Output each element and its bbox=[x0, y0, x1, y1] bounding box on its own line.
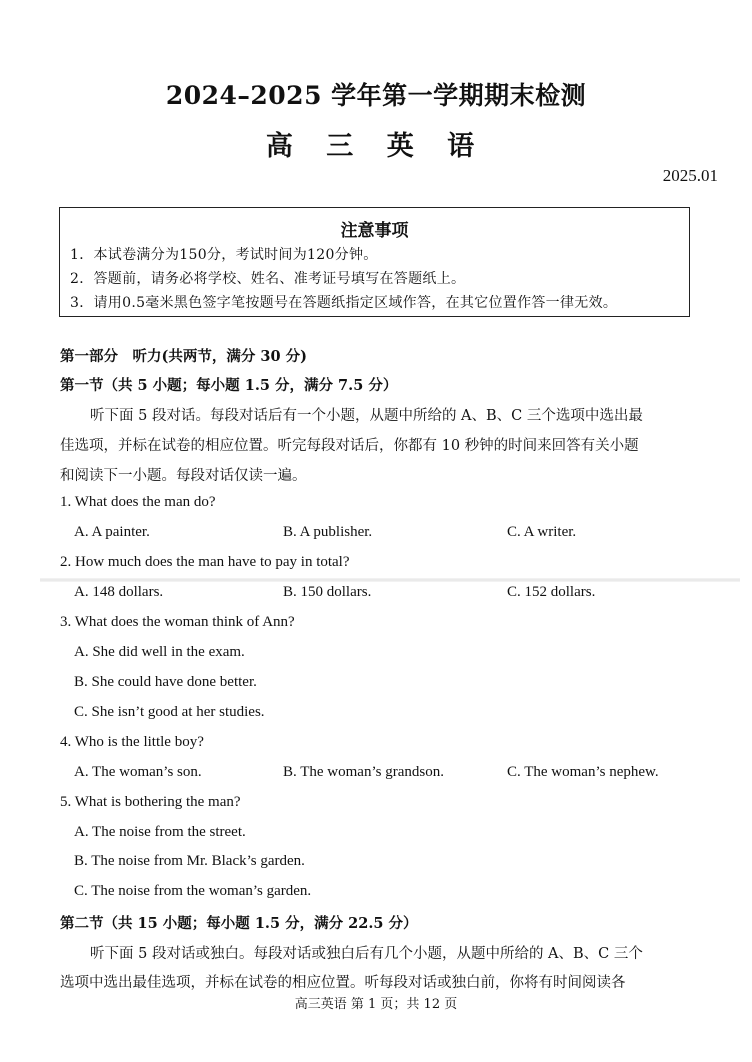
instruction-line: 和阅读下一小题。每段对话仅读一遍。 bbox=[60, 468, 307, 484]
exam-date: 2025.01 bbox=[662, 166, 718, 185]
page-footer: 高三英语 第 1 页；共 12 页 bbox=[294, 997, 458, 1012]
section2-heading: 第二节（共 15 小题；每小题 1.5 分，满分 22.5 分） bbox=[60, 915, 418, 932]
part1-heading: 第一部分 听力(共两节，满分 30 分) bbox=[60, 348, 307, 365]
exam-title: 2024–2025 学年第一学期期末检测 bbox=[165, 81, 587, 110]
option-a: A. The noise from the street. bbox=[74, 824, 246, 840]
question-stem: 4. Who is the little boy? bbox=[60, 734, 204, 750]
notice-item: 1．本试卷满分为150分，考试时间为120分钟。 bbox=[70, 247, 378, 263]
question-stem: 1. What does the man do? bbox=[60, 494, 216, 510]
question-stem: 2. How much does the man have to pay in total? bbox=[60, 554, 350, 570]
option-a: A. 148 dollars. bbox=[74, 584, 164, 600]
notice-box bbox=[59, 207, 690, 317]
exam-subject: 高 三 英 语 bbox=[265, 131, 487, 162]
instruction-line: 听下面 5 段对话。每段对话后有一个小题，从题中所给的 A、B、C 三个选项中选出最 bbox=[90, 408, 643, 424]
section1-heading: 第一节（共 5 小题；每小题 1.5 分，满分 7.5 分） bbox=[60, 377, 398, 394]
option-a: A. The woman’s son. bbox=[74, 764, 202, 780]
instruction-line: 听下面 5 段对话或独白。每段对话或独白后有几个小题，从题中所给的 A、B、C 三个 bbox=[90, 946, 643, 962]
option-b: B. The noise from Mr. Black’s garden. bbox=[74, 853, 305, 869]
notice-item: 3．请用0.5毫米黑色签字笔按题号在答题纸指定区域作答，在其它位置作答一律无效。 bbox=[70, 295, 618, 311]
option-b: B. She could have done better. bbox=[74, 674, 257, 690]
question-stem: 3. What does the woman think of Ann? bbox=[60, 614, 295, 630]
option-a: A. She did well in the exam. bbox=[74, 644, 245, 660]
option-c: C. The woman’s nephew. bbox=[507, 764, 659, 780]
option-b: B. 150 dollars. bbox=[283, 584, 372, 600]
option-c: C. She isn’t good at her studies. bbox=[74, 704, 265, 720]
option-c: C. The noise from the woman’s garden. bbox=[74, 883, 312, 899]
instruction-line: 佳选项，并标在试卷的相应位置。听完每段对话后，你都有 10 秒钟的时间来回答有关小题 bbox=[60, 438, 639, 454]
option-a: A. A painter. bbox=[74, 524, 150, 540]
notice-item: 2．答题前，请务必将学校、姓名、准考证号填写在答题纸上。 bbox=[70, 271, 466, 287]
option-c: C. A writer. bbox=[507, 524, 577, 540]
option-b: B. A publisher. bbox=[283, 524, 373, 540]
option-b: B. The woman’s grandson. bbox=[283, 764, 444, 780]
scan-artifact bbox=[40, 578, 740, 582]
question-stem: 5. What is bothering the man? bbox=[60, 794, 241, 810]
notice-title: 注意事项 bbox=[340, 221, 409, 241]
instruction-line: 选项中选出最佳选项，并标在试卷的相应位置。听每段对话或独白前，你将有时间阅读各 bbox=[60, 975, 626, 991]
option-c: C. 152 dollars. bbox=[507, 584, 596, 600]
